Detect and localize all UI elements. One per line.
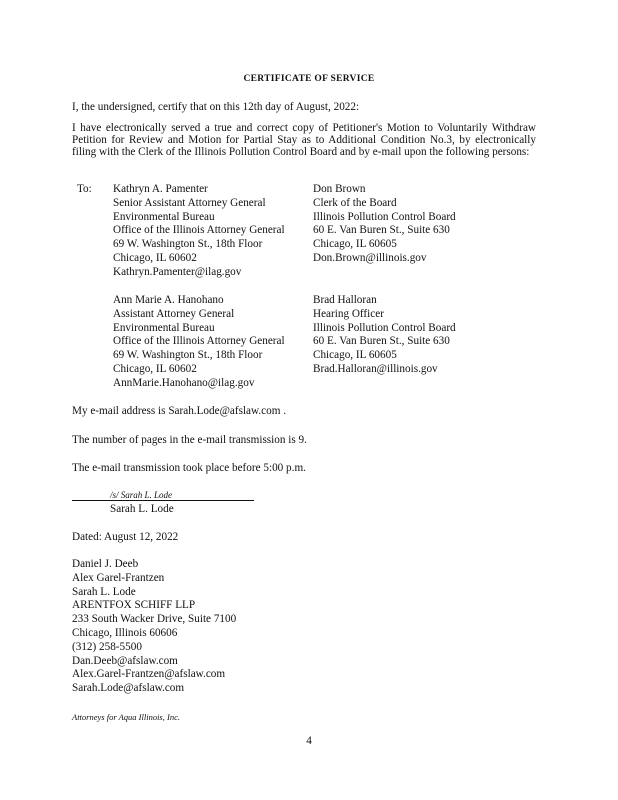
- recipient-name: Brad Halloran: [313, 294, 377, 306]
- intro-line: I, the undersigned, certify that on this 12th day of August, 2022:: [72, 101, 360, 113]
- attorneys-for-line: Attorneys for Aqua Illinois, Inc.: [72, 712, 180, 722]
- recipient-office: 60 E. Van Buren St., Suite 630: [313, 335, 450, 348]
- recipient-email: Don.Brown@illinois.gov: [313, 251, 427, 264]
- dated-line: Dated: August 12, 2022: [72, 531, 179, 543]
- counsel-line: Chicago, Illinois 60606: [72, 626, 178, 639]
- recipient-title: Clerk of the Board: [313, 196, 397, 209]
- recipient-name: Kathryn A. Pamenter: [113, 183, 208, 195]
- recipient-street: 69 W. Washington St., 18th Floor: [113, 238, 263, 251]
- recipient-title: Assistant Attorney General: [113, 307, 235, 320]
- to-label: To:: [77, 183, 92, 195]
- document-title: CERTIFICATE OF SERVICE: [243, 74, 375, 84]
- transmission-time-line: The e-mail transmission took place before 5:00 p.m.: [72, 462, 306, 474]
- recipient-block: [113, 183, 285, 280]
- recipient-dept: Illinois Pollution Control Board: [313, 210, 456, 223]
- recipient-block: [313, 183, 456, 266]
- counsel-line: Daniel J. Deeb: [72, 558, 139, 570]
- firm-name: ARENTFOX SCHIFF LLP: [72, 599, 196, 612]
- signer-name: Sarah L. Lode: [110, 503, 174, 515]
- recipient-email: AnnMarie.Hanohano@ilag.gov: [113, 376, 255, 389]
- signature-line: [72, 500, 254, 501]
- recipient-city: Chicago, IL 60602: [113, 251, 197, 264]
- recipient-block: [313, 294, 456, 377]
- counsel-block: [72, 558, 236, 696]
- service-paragraph: I have electronically served a true and correct copy of Petitioner's Motion to Voluntarily Withdraw Petition for Review and Motion for Partial Stay as to Additional Condition No.3, by electronically filing with the Clerk of the Illinois Pollution Control Board and by e-mail upon the following persons:: [72, 122, 536, 158]
- recipient-office: 60 E. Van Buren St., Suite 630: [313, 224, 450, 237]
- recipient-name: Don Brown: [313, 183, 366, 195]
- recipient-name: Ann Marie A. Hanohano: [113, 294, 224, 306]
- recipient-street: Chicago, IL 60605: [313, 349, 397, 362]
- recipient-dept: Environmental Bureau: [113, 321, 215, 334]
- recipient-office: Office of the Illinois Attorney General: [113, 224, 285, 237]
- recipient-dept: Illinois Pollution Control Board: [313, 321, 456, 334]
- recipient-email: Brad.Halloran@illinois.gov: [313, 362, 438, 375]
- counsel-line: Alex Garel-Frantzen: [72, 571, 165, 584]
- recipient-office: Office of the Illinois Attorney General: [113, 335, 285, 348]
- recipient-email: Kathryn.Pamenter@ilag.gov: [113, 265, 242, 278]
- recipient-city: Chicago, IL 60602: [113, 362, 197, 375]
- page-count-line: The number of pages in the e-mail transmission is 9.: [72, 434, 307, 446]
- recipient-dept: Environmental Bureau: [113, 210, 215, 223]
- electronic-signature: /s/ Sarah L. Lode: [110, 490, 173, 500]
- recipient-street: Chicago, IL 60605: [313, 238, 397, 251]
- counsel-phone: (312) 258-5500: [72, 640, 142, 653]
- page-number: 4: [306, 735, 312, 747]
- counsel-email: Alex.Garel-Frantzen@afslaw.com: [72, 668, 226, 681]
- recipient-title: Senior Assistant Attorney General: [113, 196, 266, 209]
- counsel-line: Sarah L. Lode: [72, 585, 136, 598]
- recipient-block: [113, 294, 285, 391]
- email-address-line: My e-mail address is Sarah.Lode@afslaw.com .: [72, 405, 286, 417]
- recipient-title: Hearing Officer: [313, 307, 384, 320]
- counsel-email: Sarah.Lode@afslaw.com: [72, 682, 185, 695]
- counsel-email: Dan.Deeb@afslaw.com: [72, 654, 178, 667]
- recipient-street: 69 W. Washington St., 18th Floor: [113, 349, 263, 362]
- counsel-line: 233 South Wacker Drive, Suite 7100: [72, 613, 237, 626]
